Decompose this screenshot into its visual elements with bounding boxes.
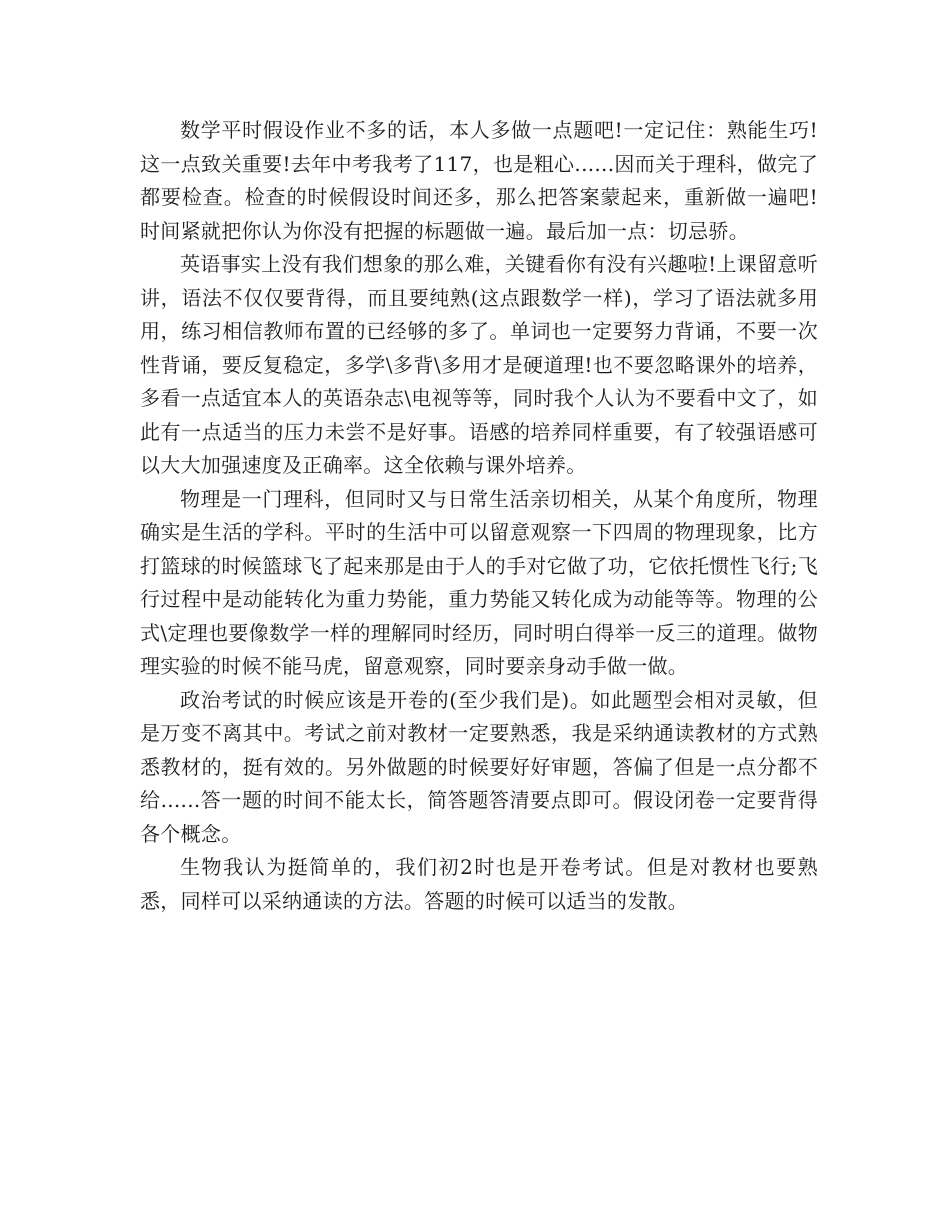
paragraph-math: 数学平时假设作业不多的话，本人多做一点题吧!一定记住：熟能生巧!这一点致关重要!去年中考我考了117，也是粗心......因而关于理科，做完了都要检查。检查的时候假设时间还多，那么把答案蒙起来，重新做一遍吧!时间紧就把你认为你没有把握的标题做一遍。最后加一点：切忌骄。	[140, 118, 818, 243]
paragraph-physics: 物理是一门理科，但同时又与日常生活亲切相关，从某个角度所，物理确实是生活的学科。平时的生活中可以留意观察一下四周的物理现象，比方打篮球的时候篮球飞了起来那是由于人的手对它做了功，它依托惯性飞行;飞行过程中是动能转化为重力势能，重力势能又转化成为动能等等。物理的公式\定理也要像数学一样的理解同时经历，同时明白得举一反三的道理。做物理实验的时候不能马虎，留意观察，同时要亲身动手做一做。	[140, 486, 818, 678]
paragraph-biology: 生物我认为挺简单的，我们初2时也是开卷考试。但是对教材也要熟悉，同样可以采纳通读的方法。答题的时候可以适当的发散。	[140, 855, 818, 913]
paragraph-politics: 政治考试的时候应该是开卷的(至少我们是)。如此题型会相对灵敏，但是万变不离其中。考试之前对教材一定要熟悉，我是采纳通读教材的方式熟悉教材的，挺有效的。另外做题的时候要好好审题，答偏了但是一点分都不给......答一题的时间不能太长，简答题答清要点即可。假设闭卷一定要背得各个概念。	[140, 687, 818, 846]
paragraph-english: 英语事实上没有我们想象的那么难，关键看你有没有兴趣啦!上课留意听讲，语法不仅仅要背得，而且要纯熟(这点跟数学一样)，学习了语法就多用用，练习相信教师布置的已经够的多了。单词也一定要努力背诵，不要一次性背诵，要反复稳定，多学\多背\多用才是硬道理!也不要忽略课外的培养，多看一点适宜本人的英语杂志\电视等等，同时我个人认为不要看中文了，如此有一点适当的压力未尝不是好事。语感的培养同样重要，有了较强语感可以大大加强速度及正确率。这全依赖与课外培养。	[140, 252, 818, 477]
